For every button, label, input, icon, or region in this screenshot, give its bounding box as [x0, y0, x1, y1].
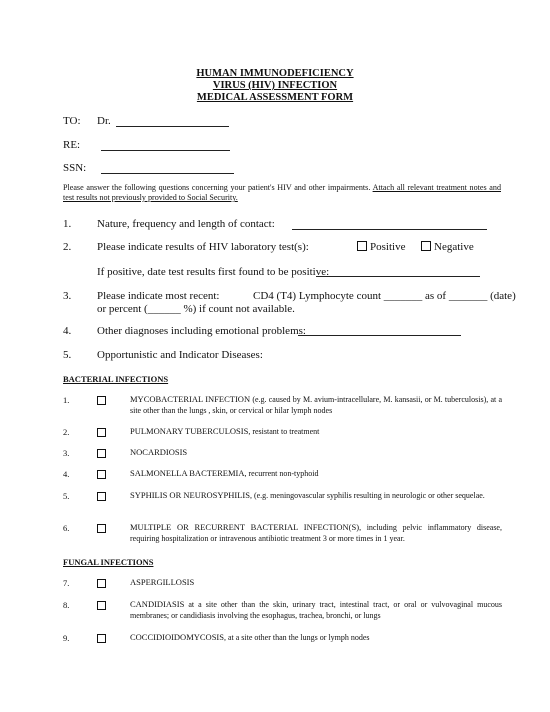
- re-field[interactable]: [101, 150, 230, 151]
- bacterial-item-text: NOCARDIOSIS: [130, 447, 188, 457]
- bacterial-item-number: 2.: [63, 427, 70, 437]
- fungal-item-number: 8.: [63, 600, 70, 610]
- fungal-item-text: ASPERGILLOSIS: [130, 577, 195, 587]
- bacterial-item-text: PULMONARY TUBERCULOSIS, resistant to treatment: [130, 426, 320, 436]
- bacterial-item-checkbox[interactable]: [97, 449, 106, 458]
- bacterial-item-text: MULTIPLE OR RECURRENT BACTERIAL INFECTION(S), including pelvic inflammatory disease, requiring hospitalization or intravenous antibiotic treatment 3 or more times in 1 year.: [130, 522, 502, 543]
- q3-percent-line: or percent (______ %) if count not available.: [97, 303, 295, 315]
- q4-text: Other diagnoses including emotional problems:: [97, 325, 306, 337]
- ssn-field[interactable]: [101, 173, 234, 174]
- doctor-name-field[interactable]: [116, 126, 229, 127]
- q1-answer-field[interactable]: [292, 229, 487, 230]
- title-line-2: VIRUS (HIV) INFECTION: [212, 80, 338, 91]
- q1-number: 1.: [63, 218, 72, 230]
- fungal-item-number: 9.: [63, 633, 70, 643]
- ssn-label: SSN:: [63, 162, 87, 174]
- q5-text: Opportunistic and Indicator Diseases:: [97, 349, 263, 361]
- fungal-item-number: 7.: [63, 578, 70, 588]
- q2-negative-option[interactable]: [421, 241, 474, 253]
- bacterial-item-number: 3.: [63, 448, 70, 458]
- instructions-underlined: Attach all relevant treatment notes and test results not previously provided to Social Security.: [63, 183, 501, 202]
- q2-followup-text: If positive, date test results first found to be positive:: [97, 266, 330, 278]
- negative-checkbox[interactable]: [421, 241, 431, 251]
- bacterial-item-text: SYPHILIS OR NEUROSYPHILIS, (e.g. meningovascular syphilis resulting in neurologic or other sequelae.: [130, 490, 485, 500]
- bacterial-item-number: 6.: [63, 523, 70, 533]
- q4-number: 4.: [63, 325, 72, 337]
- bacterial-item-checkbox[interactable]: [97, 428, 106, 437]
- fungal-heading: FUNGAL INFECTIONS: [63, 557, 154, 567]
- bacterial-item-text: MYCOBACTERIAL INFECTION (e.g. caused by M. avium-intracellulare, M. kansasii, or M. tuberculosis), at a site other than the lungs , skin, or cervical or hilar lymph nodes: [130, 394, 502, 415]
- fungal-item-checkbox[interactable]: [97, 634, 106, 643]
- bacterial-heading: BACTERIAL INFECTIONS: [63, 374, 169, 384]
- bacterial-item-checkbox[interactable]: [97, 396, 106, 405]
- form-title: [0, 68, 550, 104]
- title-line-1: HUMAN IMMUNODEFICIENCY: [196, 68, 354, 79]
- title-line-3: MEDICAL ASSESSMENT FORM: [196, 92, 354, 103]
- q3-number: 3.: [63, 290, 72, 302]
- q1-text: Nature, frequency and length of contact:: [97, 218, 275, 230]
- fungal-item-text: COCCIDIOIDOMYCOSIS, at a site other than the lungs or lymph nodes: [130, 632, 370, 642]
- bacterial-item-number: 1.: [63, 395, 70, 405]
- bacterial-item-text: SALMONELLA BACTEREMIA, recurrent non-typhoid: [130, 468, 319, 478]
- instructions-text: Please answer the following questions concerning your patient's HIV and other impairments.: [63, 183, 371, 192]
- bacterial-item-number: 5.: [63, 491, 70, 501]
- instructions-paragraph: [63, 183, 501, 203]
- fungal-item-checkbox[interactable]: [97, 601, 106, 610]
- q2-number: 2.: [63, 241, 72, 253]
- positive-label: Positive: [370, 241, 406, 253]
- bacterial-item-checkbox[interactable]: [97, 470, 106, 479]
- q2-positive-option[interactable]: [357, 241, 405, 253]
- bacterial-item-checkbox[interactable]: [97, 492, 106, 501]
- fungal-item-checkbox[interactable]: [97, 579, 106, 588]
- to-label: TO:: [63, 115, 81, 127]
- dr-label: Dr.: [97, 115, 111, 127]
- q3-label: Please indicate most recent:: [97, 290, 220, 302]
- negative-label: Negative: [434, 241, 474, 253]
- bacterial-item-checkbox[interactable]: [97, 524, 106, 533]
- bacterial-item-number: 4.: [63, 469, 70, 479]
- re-label: RE:: [63, 139, 81, 151]
- q3-cd4-line: CD4 (T4) Lymphocyte count _______ as of _______ (date): [253, 290, 516, 302]
- q2-text: Please indicate results of HIV laboratory test(s):: [97, 241, 309, 253]
- fungal-item-text: CANDIDIASIS at a site other than the skin, urinary tract, intestinal tract, or oral or vulvovaginal mucous membranes; or candidiasis involving the esophagus, trachea, bronchi, or lungs: [130, 599, 502, 620]
- q4-answer-field[interactable]: [298, 335, 461, 336]
- q5-number: 5.: [63, 349, 72, 361]
- positive-checkbox[interactable]: [357, 241, 367, 251]
- q2-positive-date-field[interactable]: [316, 276, 480, 277]
